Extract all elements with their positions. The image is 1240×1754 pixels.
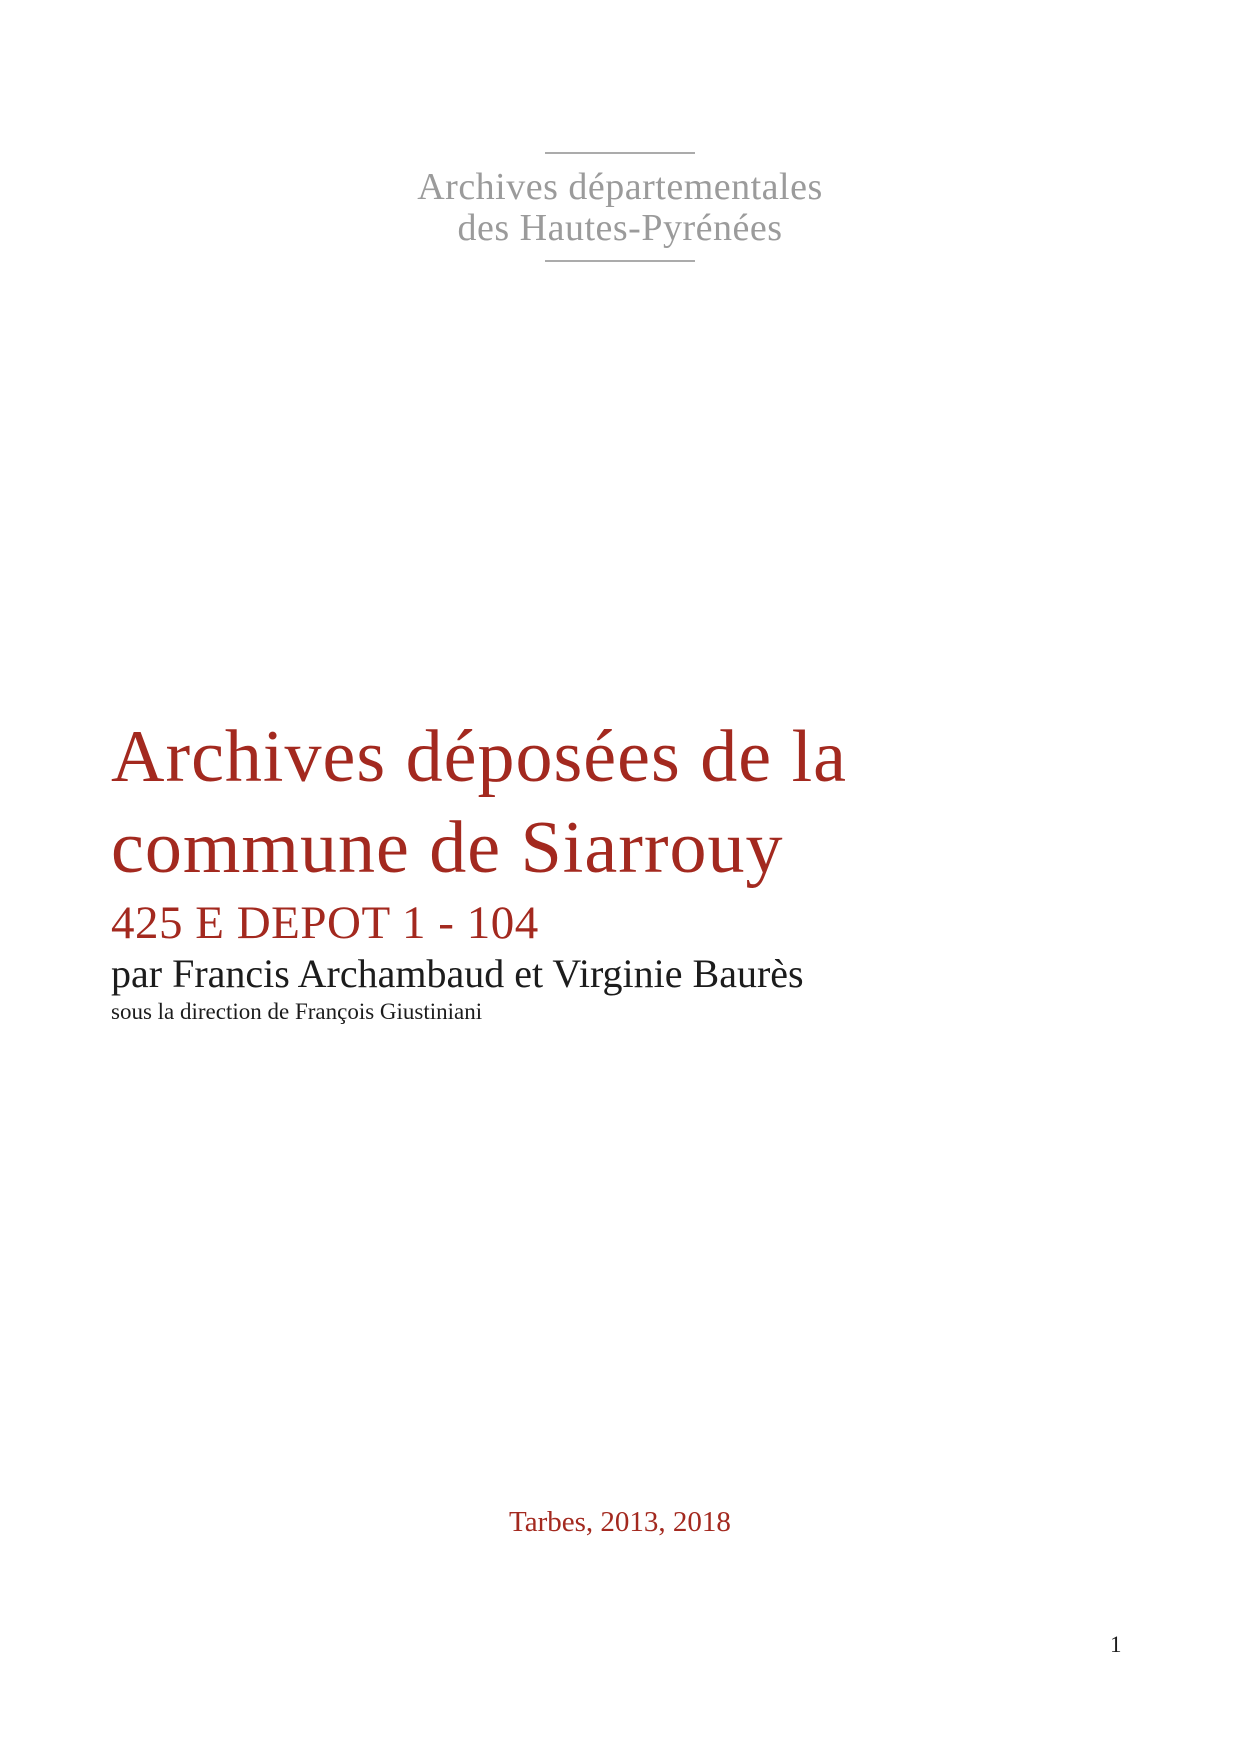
imprint-place-dates: Tarbes, 2013, 2018 (509, 1506, 731, 1538)
page-number: 1 (1110, 1632, 1122, 1657)
direction-line: sous la direction de François Giustiniani (111, 999, 483, 1024)
header-bottom-rule (545, 260, 695, 262)
document-title-line2: commune de Siarrouy (111, 807, 784, 889)
institution-name (0, 167, 1240, 249)
document-title-line1: Archives déposées de la (111, 716, 848, 798)
authors-line: par Francis Archambaud et Virginie Baurès (111, 951, 804, 996)
institution-name-line2: des Hautes-Pyrénées (457, 207, 783, 249)
header-top-rule (545, 152, 695, 154)
archive-reference-code: 425 E DEPOT 1 - 104 (111, 897, 539, 949)
document-title (111, 712, 1131, 894)
institution-name-line1: Archives départementales (417, 166, 823, 208)
institution-header (0, 152, 1240, 262)
title-block (111, 712, 1131, 1027)
